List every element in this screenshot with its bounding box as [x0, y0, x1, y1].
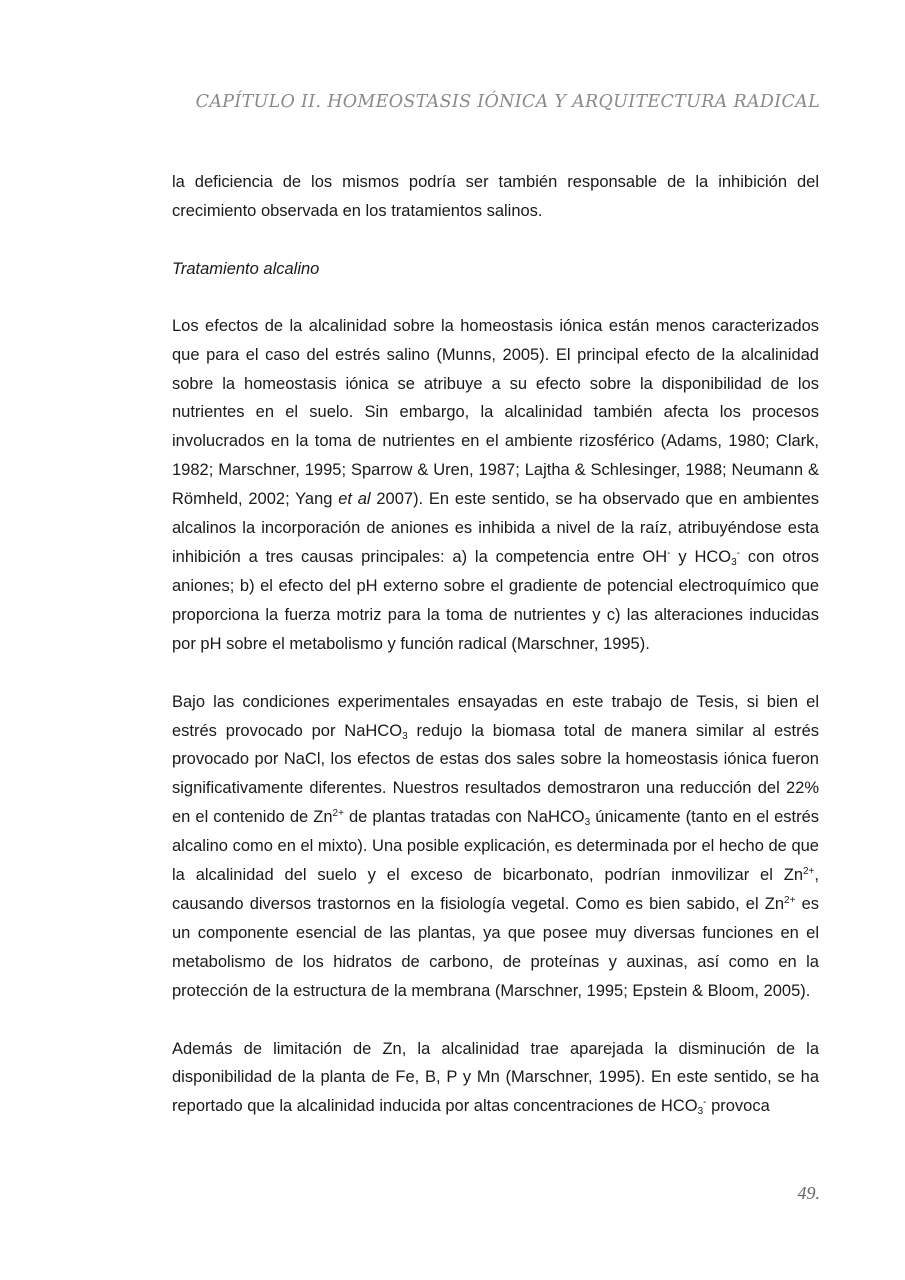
et-al: et al	[338, 490, 371, 509]
text-span: redujo la biomasa total de manera similar al estrés provocado por NaCl, los efectos de estas dos sales sobre la homeostasis iónica fueron significativamente diferentes. Nuestros resultados demostraron una reducción del 22% en el contenido de Zn	[172, 721, 819, 827]
text-span: con otros aniones; b) el efecto del pH externo sobre el gradiente de potencial electroquímico que proporciona la fuerza motriz para la toma de nutrientes y c) las alteraciones inducidas por pH sobre el metabolismo y función radical (Marschner, 1995).	[172, 547, 819, 653]
paragraph-continuation: la deficiencia de los mismos podría ser también responsable de la inhibición del crecimiento observada en los tratamientos salinos.	[172, 173, 819, 220]
running-header: CAPÍTULO II. HOMEOSTASIS IÓNICA Y ARQUITECTURA RADICAL	[195, 92, 820, 112]
superscript-2plus: 2+	[784, 894, 796, 906]
text-span: Los efectos de la alcalinidad sobre la homeostasis iónica están menos caracterizados que para el caso del estrés salino (Munns, 2005). El principal efecto de la alcalinidad sobre la homeostasis iónica se atribuye a su efecto sobre la disponibilidad de los nutrientes en el suelo. Sin embargo, la alcalinidad también afecta los procesos involucrados en la toma de nutrientes en el ambiente rizosférico (Adams, 1980; Clark, 1982; Marschner, 1995; Sparrow & Uren, 1987; Lajtha & Schlesinger, 1988; Neumann & Römheld, 2002; Yang	[172, 316, 819, 509]
text-span: Además de limitación de Zn, la alcalinidad trae aparejada la disminución de la disponibilidad de la planta de Fe, B, P y Mn (Marschner, 1995). En este sentido, se ha reportado que la alcalinidad inducida por altas concentraciones de HCO	[172, 1039, 819, 1116]
page-number: 49.	[797, 1183, 820, 1203]
subscript-3: 3	[697, 1106, 704, 1118]
text-span: provoca	[706, 1097, 770, 1116]
subscript-3: 3	[731, 556, 737, 568]
paragraph-zn-limitation	[172, 1035, 819, 1122]
text-span: , causando diversos trastornos en la fisiología vegetal. Como es bien sabido, el Zn	[172, 866, 819, 913]
subscript-3: 3	[402, 730, 408, 742]
body-text	[172, 168, 819, 1150]
text-span: es un componente esencial de las plantas, ya que posee muy diversas funciones en el metabolismo de los hidratos de carbono, de proteínas y auxinas, así como en la protección de la estructura de la membrana (Marschner, 1995; Epstein & Bloom, 2005).	[172, 894, 819, 1000]
text-span: y HCO	[670, 547, 732, 566]
superscript-minus: -	[736, 547, 741, 559]
superscript-2plus: 2+	[332, 808, 344, 820]
section-heading: Tratamiento alcalino	[172, 259, 320, 278]
subscript-3: 3	[584, 817, 591, 829]
superscript-2plus: 2+	[803, 866, 815, 878]
text-span: únicamente (tanto en el estrés alcalino como en el mixto). Una posible explicación, es determinada por el hecho de que la alcalinidad del suelo y el exceso de bicarbonato, podrían inmovilizar el Zn	[172, 808, 820, 885]
text-span: de plantas tratadas con NaHCO	[343, 808, 585, 827]
paragraph-alkalinity-effects	[172, 312, 819, 659]
text-span: Bajo las condiciones experimentales ensayadas en este trabajo de Tesis, si bien el estrés provocado por NaHCO	[172, 692, 819, 740]
superscript-minus: -	[703, 1097, 707, 1109]
superscript-minus: -	[667, 547, 671, 559]
paragraph-experimental-conditions	[172, 688, 819, 1006]
text-span: 2007). En este sentido, se ha observado que en ambientes alcalinos la incorporación de aniones es inhibida a nivel de la raíz, atribuyéndose esta inhibición a tres causas principales: a) la competencia entre OH	[172, 490, 820, 566]
